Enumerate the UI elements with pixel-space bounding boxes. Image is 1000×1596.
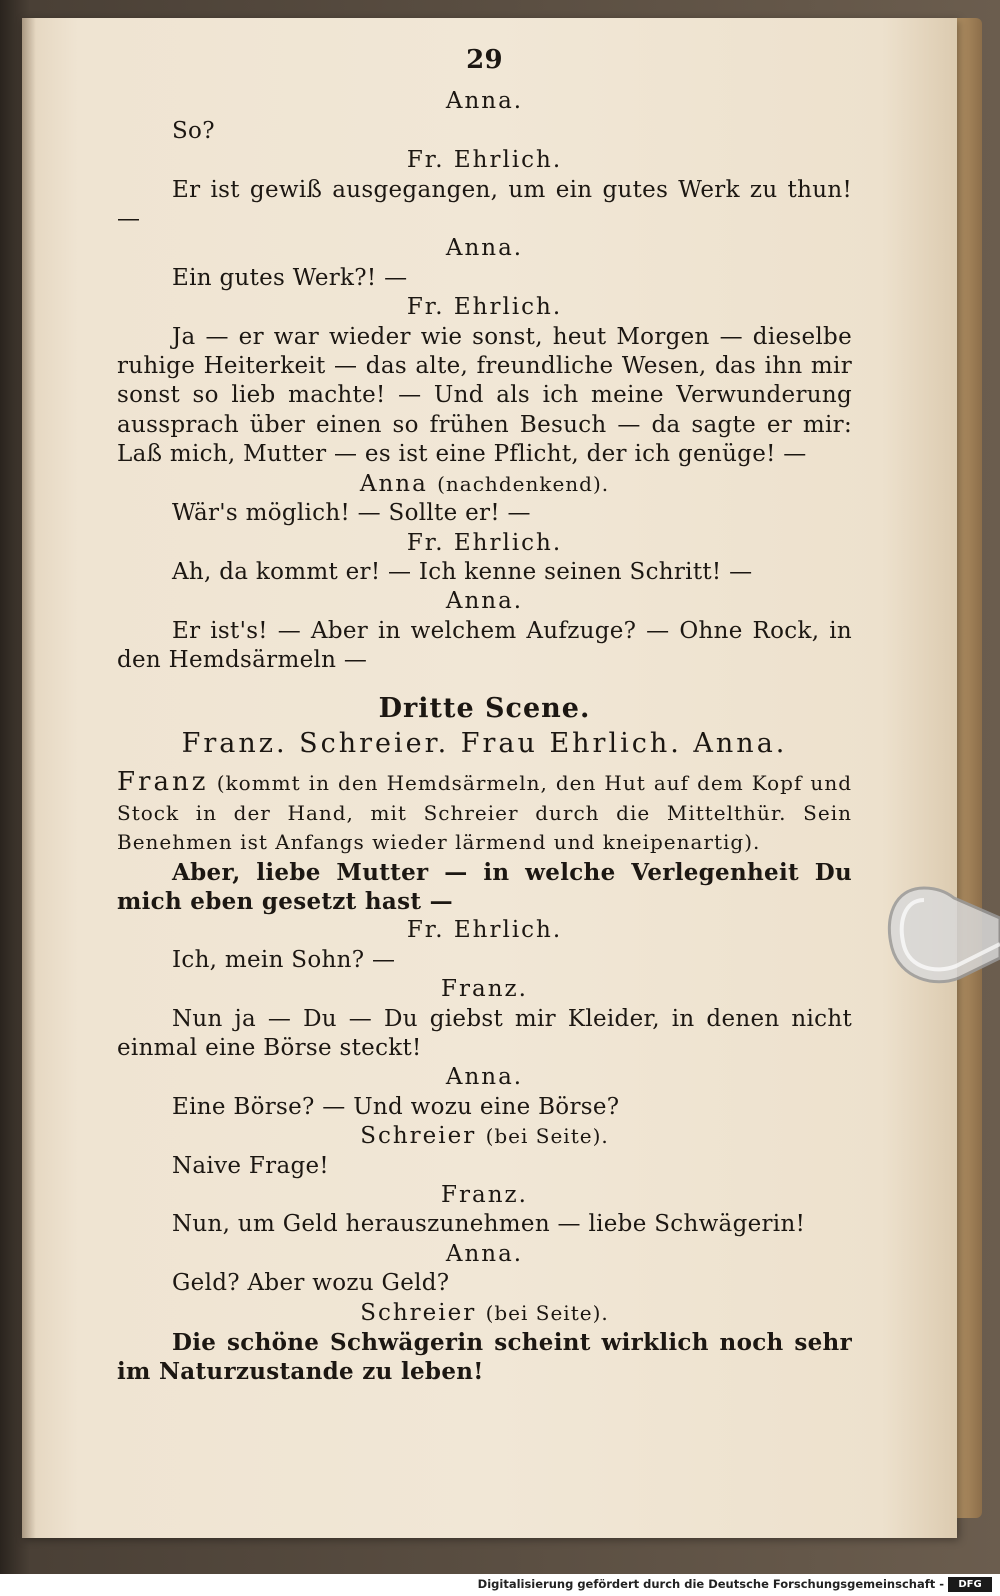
book-page <box>22 18 957 1538</box>
dialogue: Ich, mein Sohn? — <box>172 946 396 973</box>
dialogue: Er ist's! — Aber in welchem Aufzuge? — Ohne Rock, in den Hemdsärmeln — <box>117 617 852 674</box>
dialogue: Geld? Aber wozu Geld? <box>172 1270 450 1297</box>
footer-bar <box>0 1574 1000 1596</box>
dialogue: Ah, da kommt er! — Ich kenne seinen Schritt! — <box>172 558 753 585</box>
page-number: 29 <box>466 45 503 75</box>
speaker: Anna. <box>445 1064 524 1091</box>
speaker: Anna. <box>445 88 524 115</box>
speaker-name: Franz <box>117 767 209 798</box>
speaker: Franz. <box>441 976 528 1003</box>
speaker-name: Schreier <box>360 1123 477 1150</box>
dialogue: Die schöne Schwägerin scheint wirklich noch sehr im Naturzustande zu leben! <box>117 1329 852 1386</box>
stage-paragraph <box>117 768 852 857</box>
stage-direction: (bei Seite). <box>485 1300 609 1325</box>
speaker: Franz. <box>441 1182 528 1209</box>
stage-direction: (kommt in den Hemdsärmeln, den Hut auf dem Kopf und Stock in der Hand, mit Schreier durch die Mittelthür. Sein Benehmen ist Anfangs wieder lärmend und kneipenartig). <box>117 771 852 855</box>
gutter-shadow <box>22 18 36 1538</box>
page-clip-icon <box>884 878 1000 998</box>
footer-credit: Digitalisierung gefördert durch die Deutsche Forschungsgemeinschaft - <box>477 1577 944 1591</box>
speaker: Fr. Ehrlich. <box>406 147 563 174</box>
speaker: Fr. Ehrlich. <box>406 917 563 944</box>
dialogue: Ja — er war wieder wie sonst, heut Morgen — dieselbe ruhige Heiterkeit — das alte, freundliche Wesen, das ihn mir sonst so lieb machte! — Und als ich meine Verwunderung aussprach über einen so frühen Besuch — da sagte er mir: Laß mich, Mutter — es ist eine Pflicht, der ich genüge! — <box>117 323 852 468</box>
speaker: Anna. <box>445 588 524 615</box>
speaker: Fr. Ehrlich. <box>406 529 563 556</box>
dialogue: So? <box>172 117 215 144</box>
scene-title: Dritte Scene. <box>378 692 591 724</box>
speaker-name: Anna <box>359 470 428 497</box>
dialogue: Naive Frage! <box>172 1152 329 1179</box>
dialogue: Wär's möglich! — Sollte er! — <box>172 500 531 527</box>
speaker-name: Schreier <box>360 1299 477 1326</box>
speaker <box>117 1299 852 1328</box>
speaker <box>117 470 852 499</box>
stage-direction: (bei Seite). <box>485 1124 609 1149</box>
dialogue: Nun ja — Du — Du giebst mir Kleider, in denen nicht einmal eine Börse steckt! <box>117 1005 852 1061</box>
dialogue: Eine Börse? — Und wozu eine Börse? <box>172 1093 620 1120</box>
speaker: Fr. Ehrlich. <box>406 294 563 321</box>
dialogue: Nun, um Geld herauszunehmen — liebe Schwägerin! <box>172 1211 806 1238</box>
scene-persons: Franz. Schreier. Frau Ehrlich. Anna. <box>181 727 788 759</box>
speaker <box>117 1122 852 1151</box>
dialogue: Er ist gewiß ausgegangen, um ein gutes Werk zu thun! — <box>117 176 852 233</box>
dialogue: Ein gutes Werk?! — <box>172 264 408 291</box>
page-text <box>117 46 852 1387</box>
stage-direction: (nachdenkend). <box>437 471 610 496</box>
dialogue: Aber, liebe Mutter — in welche Verlegenheit Du mich eben gesetzt hast — <box>117 858 852 915</box>
speaker: Anna. <box>445 1240 524 1267</box>
speaker: Anna. <box>445 235 524 262</box>
dfg-logo: DFG <box>948 1577 992 1592</box>
